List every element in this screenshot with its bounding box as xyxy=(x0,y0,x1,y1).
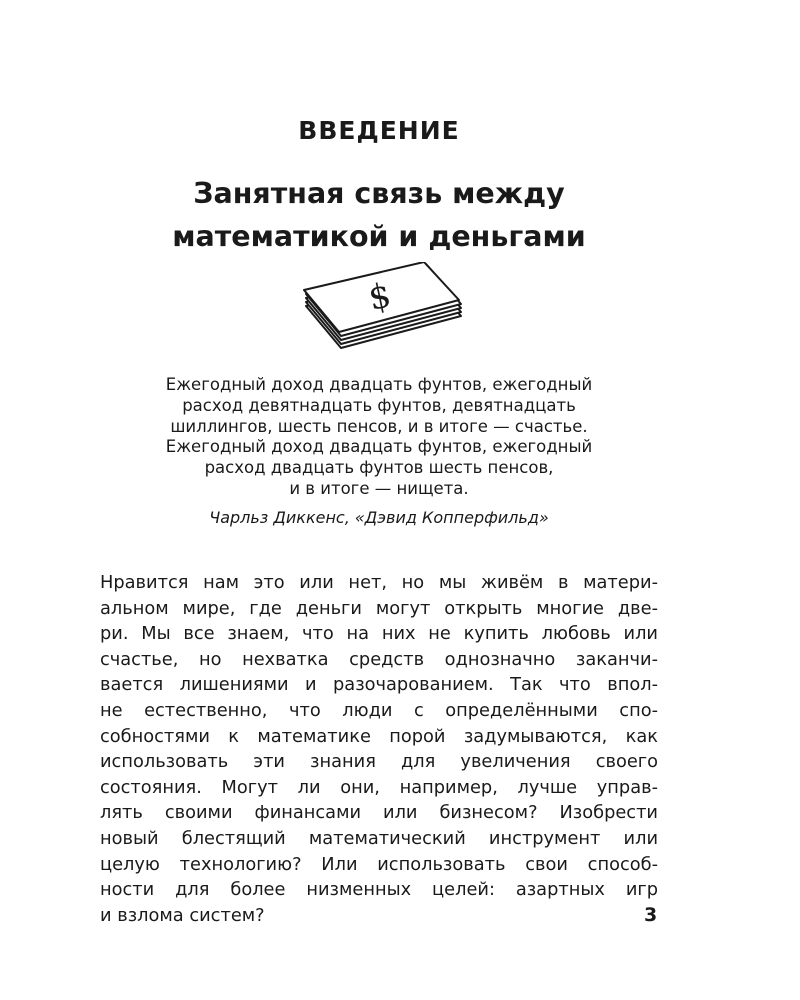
epigraph-source: Чарльз Диккенс, «Дэвид Копперфильд» xyxy=(209,508,549,527)
paragraph-line: собностями к математике порой задумываются, как xyxy=(100,725,658,747)
chapter-title-line: Занятная связь между xyxy=(193,177,565,210)
paragraph-line: целую технологию? Или использовать свои способ- xyxy=(100,853,658,875)
paragraph-line: ри. Мы все знаем, что на них не купить любовь или xyxy=(100,623,658,645)
epigraph-line: расход двадцать фунтов шесть пенсов, xyxy=(204,458,554,478)
epigraph xyxy=(0,375,758,500)
epigraph-line: шиллингов, шесть пенсов, и в итоге — счастье. xyxy=(170,416,588,436)
chapter-title xyxy=(0,172,758,258)
paragraph-line: ности для более низменных целей: азартных игр xyxy=(100,879,658,901)
money-stack-icon xyxy=(298,262,463,354)
paragraph-line: новый блестящий математический инструмент или xyxy=(100,827,658,849)
paragraph-line: и взлома систем? xyxy=(100,904,265,926)
epigraph-line: и в итоге — нищета. xyxy=(289,478,469,498)
epigraph-line: Ежегодный доход двадцать фунтов, ежегодный xyxy=(165,375,593,394)
paragraph-line: использовать эти знания для увеличения своего xyxy=(100,751,658,773)
paragraph-line: вается лишениями и разочарованием. Так что впол- xyxy=(100,674,658,696)
paragraph-line: не естественно, что люди с определёнными спо- xyxy=(100,699,658,721)
dollar-symbol: $ xyxy=(365,275,395,319)
paragraph-line: лять своими финансами или бизнесом? Изобрести xyxy=(100,802,658,824)
paragraph-line: альном мире, где деньги могут открыть многие две- xyxy=(100,597,658,619)
paragraph-line: Нравится нам это или нет, но мы живём в матери- xyxy=(100,572,658,593)
chapter-title-line: математикой и деньгами xyxy=(172,220,586,253)
paragraph-line: счастье, но нехватка средств однозначно заканчи- xyxy=(100,648,658,670)
chapter-label: ВВЕДЕНИЕ xyxy=(298,116,460,145)
paragraph-line: состояния. Могут ли они, например, лучше управ- xyxy=(100,776,658,798)
epigraph-line: расход девятнадцать фунтов, девятнадцать xyxy=(182,395,576,415)
epigraph-line: Ежегодный доход двадцать фунтов, ежегодный xyxy=(165,437,593,457)
page-number: 3 xyxy=(644,904,658,926)
body-paragraph xyxy=(100,570,658,928)
